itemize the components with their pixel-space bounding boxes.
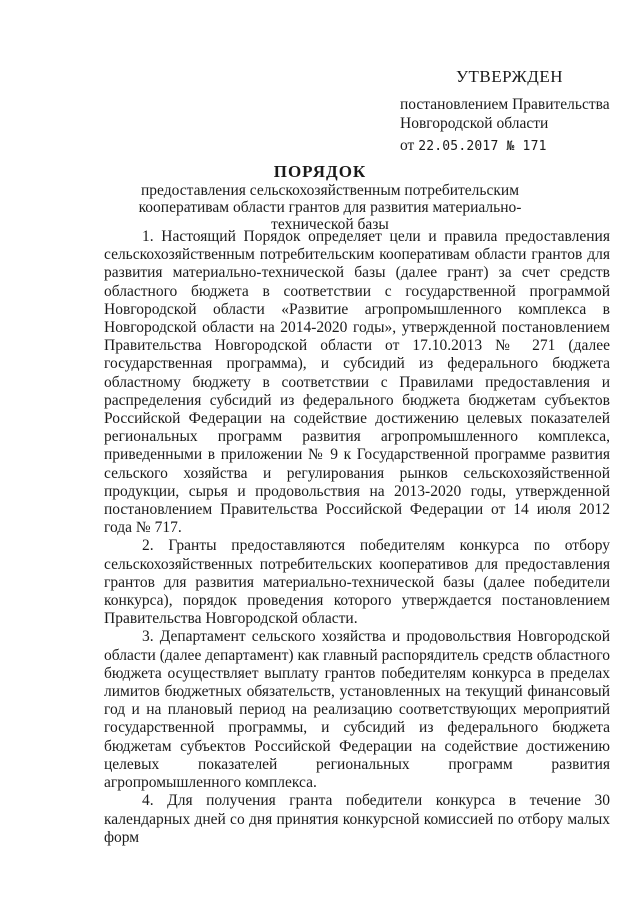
document-subtitle: предоставления сельскохозяйственным потребительским кооперативам области грантов для развития материально-технической базы xyxy=(138,182,522,233)
paragraph-2: 2. Гранты предоставляются победителям конкурса по отбору сельскохозяйственных потребительских кооперативов для предоставления грантов для развития материально-технической базы (далее победители конкурса), порядок проведения которого утверждается постановлением Правительства Новгородской области. xyxy=(104,537,610,628)
paragraph-4: 4. Для получения гранта победители конкурса в течение 30 календарных дней со дня принятия конкурсной комиссией по отбору малых форм xyxy=(104,792,610,846)
approval-region: Новгородской области xyxy=(400,115,549,132)
document-body xyxy=(104,228,610,847)
approved-heading: УТВЕРЖДЕН xyxy=(456,67,563,86)
document-title: ПОРЯДОК xyxy=(273,162,367,181)
approval-date-row xyxy=(400,135,630,158)
approval-date-number: 22.05.2017 № 171 xyxy=(418,139,547,154)
paragraph-1: 1. Настоящий Порядок определяет цели и правила предоставления сельскохозяйственным потребительским кооперативам области грантов для развития материально-технической базы (далее грант) за счет средств областного бюджета в соответствии с государственной программой Новгородской области «Развитие агропромышленного комплекса в Новгородской области на 2014-2020 годы», утвержденной постановлением Правительства Новгородской области от 17.10.2013 № 271 (далее государственная программа), и субсидий из федерального бюджета областному бюджету в соответствии с Правилами предоставления и распределения субсидий из федерального бюджета бюджетам субъектов Российской Федерации на содействие достижению целевых показателей региональных программ развития агропромышленного комплекса, приведенными в приложении № 9 к Государственной программе развития сельского хозяйства и регулирования рынков сельскохозяйственной продукции, сырья и продовольствия на 2013-2020 годы, утвержденной постановлением Правительства Российской Федерации от 14 июля 2012 года № 717. xyxy=(104,228,610,537)
approval-authority: постановлением Правительства xyxy=(400,96,610,113)
paragraph-3: 3. Департамент сельского хозяйства и продовольствия Новгородской области (далее департамент) как главный распорядитель средств областного бюджета осуществляет выплату грантов победителям конкурса в пределах лимитов бюджетных обязательств, установленных на текущий финансовый год и на плановый период на реализацию соответствующих мероприятий государственной программы, и субсидий из федерального бюджета бюджетам субъектов Российской Федерации на содействие достижению целевых показателей региональных программ развития агропромышленного комплекса. xyxy=(104,628,610,792)
approval-date-prefix: от xyxy=(400,137,415,154)
approval-block xyxy=(400,66,630,158)
